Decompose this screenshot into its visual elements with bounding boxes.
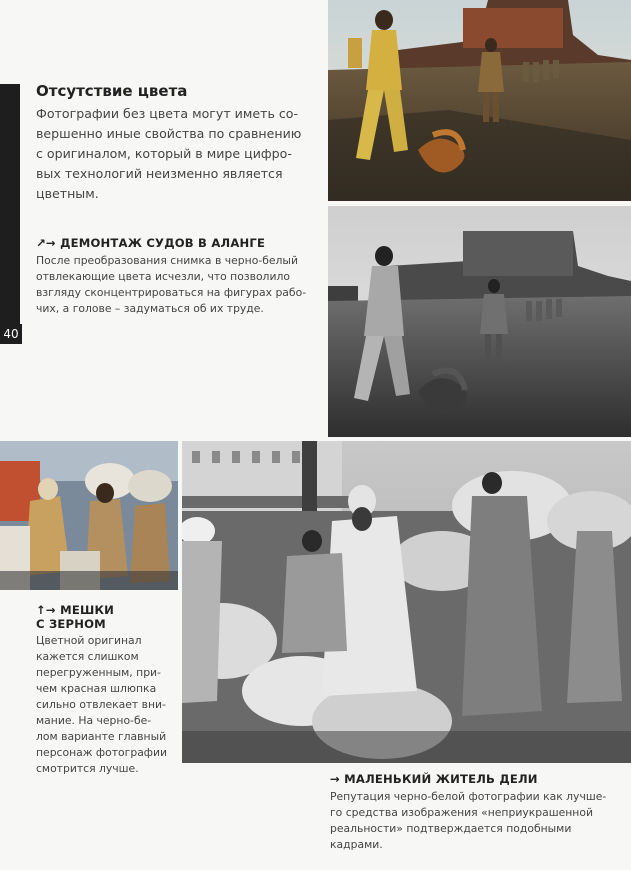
caption-ship-breaking-title: ↗→ ДЕМОНТАЖ СУДОВ В АЛАНГЕ <box>36 236 266 250</box>
caption-grain-sacks <box>36 603 176 777</box>
caption-delhi <box>330 772 628 853</box>
photo-ship-breaking-bw <box>328 206 631 437</box>
photo-ship-breaking-color <box>328 0 631 201</box>
caption-grain-sacks-title: ↑→ МЕШКИ С ЗЕРНОМ <box>36 603 115 631</box>
page-number: 40 <box>0 324 22 344</box>
caption-ship-breaking <box>36 236 316 317</box>
section-paragraph: Фотографии без цвета могут иметь со- вершенно иные свойства по сравнению с оригиналом, который в мире цифро- вых технологий неизменно является цветным. <box>36 106 302 201</box>
photo-grain-sacks-bw <box>182 441 631 763</box>
caption-ship-breaking-text: После преобразования снимка в черно-белый отвлекающие цвета исчезли, что позволило взгляду сконцентрироваться на фигурах рабо- чих, а голове – задуматься об их труде. <box>36 254 307 315</box>
section-heading: Отсутствие цвета <box>36 82 188 100</box>
chapter-tab <box>0 84 20 340</box>
caption-delhi-title: → МАЛЕНЬКИЙ ЖИТЕЛЬ ДЕЛИ <box>330 772 538 786</box>
photo-grain-sacks-color <box>0 441 178 590</box>
caption-delhi-text: Репутация черно-белой фотографии как лучше- го средства изображения «неприукрашенной реальности» подтверждается подобными кадрами. <box>330 790 607 851</box>
caption-grain-sacks-text: Цветной оригинал кажется слишком перегруженным, при- чем красная шлюпка сильно отвлекает вни- мание. На черно-бе- лом варианте главный персонаж фотографии смотрится лучше. <box>36 634 168 775</box>
